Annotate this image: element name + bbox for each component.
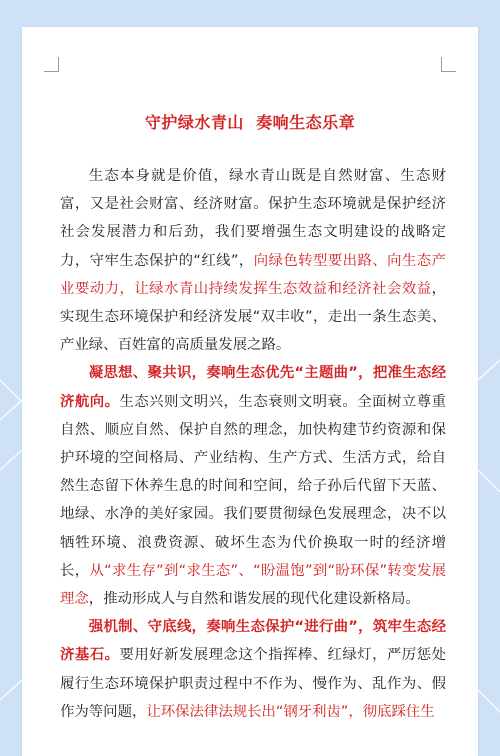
paragraph-2-text-b: 生态兴则文明兴，生态衰则文明衰。全面树立尊重自然、顺应自然、保护自然的理念，加快构建节约资源和保护环境的空间格局、产业结构、生产方式、生活方式，给自然生态留下休养生息的时间和空间，给子孙后代留下天蓝、地绿、水净的美好家园。我们要贯彻绿色发展理念，决不以牺牲环境、浪费资源、破坏生态为代价换取一时的经济增长， — [60, 393, 446, 579]
document-body — [60, 162, 446, 726]
crop-mark-top-right — [441, 57, 456, 72]
paragraph-1 — [60, 162, 446, 359]
paragraph-1-text-c: ，实现生态环境保护和经济发展“双丰收”，走出一条生态美、产业绿、百姓富的高质量发展之路。 — [60, 280, 446, 354]
paragraph-3-highlight: 让环保法律法规长出“钢牙利齿”，彻底踩住生 — [146, 703, 435, 720]
paragraph-2-heading: 凝思想、聚共识，奏响生态优先“主题曲”，把准生态经济航向。 — [60, 365, 446, 410]
document-page — [22, 27, 478, 756]
paragraph-1-highlight: 向绿色转型要出路、向生态产业要动力，让绿水青山持续发挥生态效益和经济社会效益 — [60, 252, 446, 297]
paragraph-2-highlight: 从“求生存”到“求生态”、“盼温饱”到“盼环保”转变发展理念 — [60, 562, 446, 608]
paragraph-2-text-d: ，推动形成人与自然和谐发展的现代化建设新格局。 — [88, 591, 420, 608]
document-title: 守护绿水青山 奏响生态乐章 — [144, 113, 356, 132]
crop-mark-top-left — [44, 57, 59, 72]
paragraph-3-heading: 强机制、守底线，奏响生态保护“进行曲”，筑牢生态经济基石。 — [60, 619, 446, 664]
paragraph-3 — [60, 613, 446, 726]
paragraph-2 — [60, 359, 446, 613]
paragraph-3-text-b: 要用好新发展理念这个指挥棒、红绿灯，严厉惩处履行生态环境保护职责过程中不作为、慢作为、乱作为、假作为等问题， — [60, 647, 446, 720]
paragraph-1-text-a: 生态本身就是价值，绿水青山既是自然财富、生态财富，又是社会财富、经济财富。保护生态环境就是保护经济社会发展潜力和后劲，我们要增强生态文明建设的战略定力，守牢生态保护的“红线”， — [60, 168, 446, 269]
